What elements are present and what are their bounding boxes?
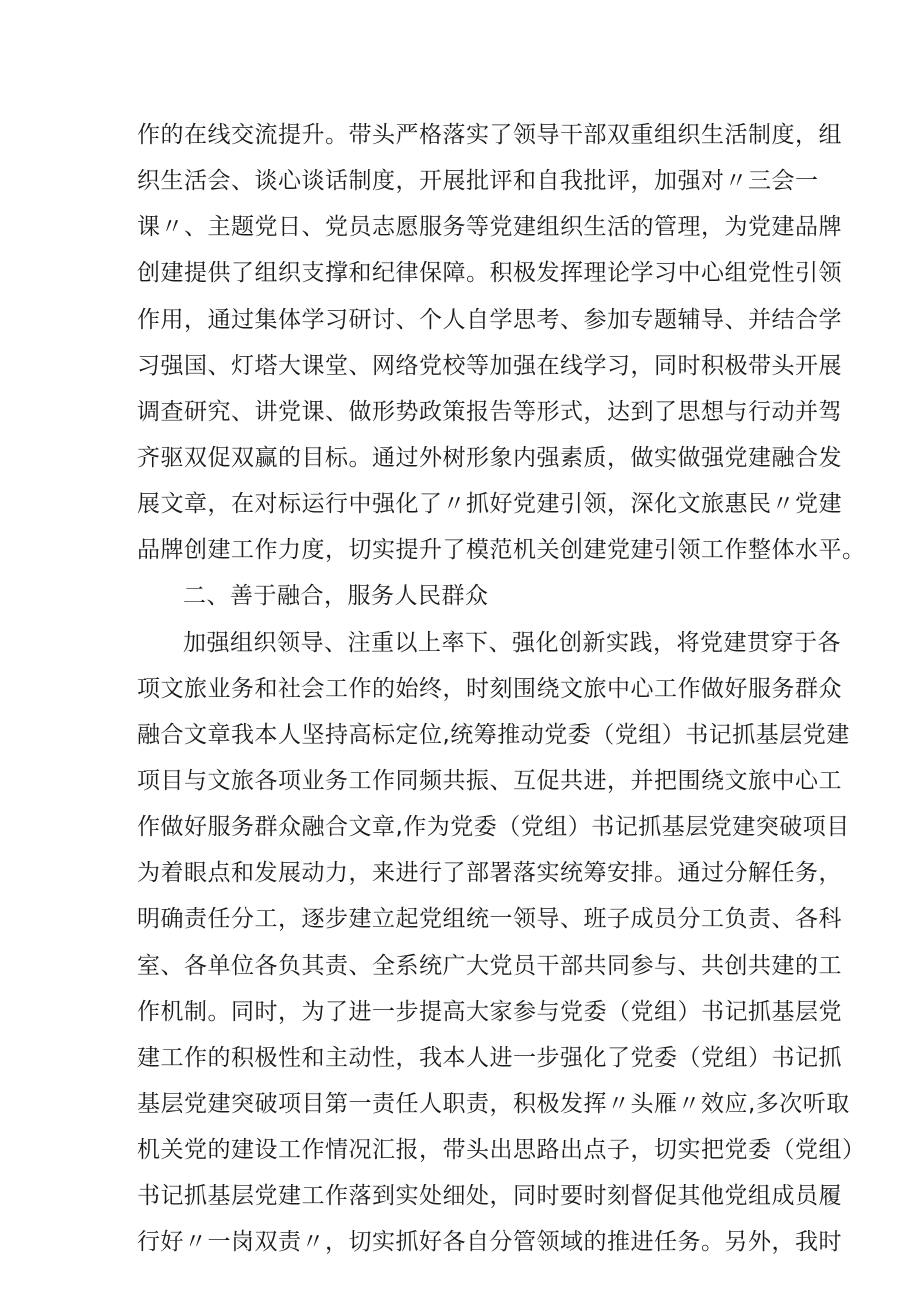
paragraph-line: 作做好服务群众融合文章,作为党委（党组）书记抓基层党建突破项目 — [137, 814, 850, 841]
paragraph-line: 作用，通过集体学习研讨、个人自学思考、参加专题辅导、并结合学 — [137, 306, 842, 333]
paragraph-line: 建工作的积极性和主动性，我本人进一步强化了党委（党组）书记抓 — [137, 1044, 842, 1071]
paragraph-line: 书记抓基层党建工作落到实处细处，同时要时刻督促其他党组成员履 — [137, 1183, 842, 1210]
paragraph-line: 织生活会、谈心谈话制度，开展批评和自我批评，加强对〃三会一 — [137, 168, 819, 195]
document-body — [137, 112, 866, 1266]
paragraph-line: 课〃、主题党日、党员志愿服务等党建组织生活的管理，为党建品牌 — [137, 214, 842, 241]
paragraph-line: 基层党建突破项目第一责任人职责，积极发挥〃头雁〃效应,多次听取 — [137, 1090, 850, 1117]
paragraph-line: 室、各单位各负其责、全系统广大党员干部共同参与、共创共建的工 — [137, 952, 842, 979]
paragraph-line: 调查研究、讲党课、做形势政策报告等形式，达到了思想与行动并驾 — [137, 398, 842, 425]
section-heading: 二、善于融合，服务人民群众 — [183, 583, 489, 610]
paragraph-line: 明确责任分工，逐步建立起党组统一领导、班子成员分工负责、各科 — [137, 906, 842, 933]
paragraph-line: 项目与文旅各项业务工作同频共振、互促共进，并把围绕文旅中心工 — [137, 767, 842, 794]
paragraph-line: 齐驱双促双赢的目标。通过外树形象内强素质，做实做强党建融合发 — [137, 444, 842, 471]
paragraph-line: 为着眼点和发展动力，来进行了部署落实统筹安排。通过分解任务， — [137, 860, 842, 887]
paragraph-line: 机关党的建设工作情况汇报，带头出思路出点子，切实把党委（党组） — [137, 1137, 866, 1164]
paragraph-line: 作机制。同时，为了进一步提高大家参与党委（党组）书记抓基层党 — [137, 998, 842, 1025]
paragraph-line: 项文旅业务和社会工作的始终，时刻围绕文旅中心工作做好服务群众 — [137, 675, 842, 702]
paragraph-line: 融合文章我本人坚持高标定位,统筹推动党委（党组）书记抓基层党建 — [137, 721, 850, 748]
paragraph-line: 创建提供了组织支撑和纪律保障。积极发挥理论学习中心组党性引领 — [137, 260, 842, 287]
paragraph-line: 展文章，在对标运行中强化了〃抓好党建引领，深化文旅惠民〃党建 — [137, 491, 842, 518]
paragraph-line: 加强组织领导、注重以上率下、强化创新实践，将党建贯穿于各 — [183, 629, 841, 656]
paragraph-line: 行好〃一岗双责〃，切实抓好各自分管领域的推进任务。另外，我时 — [137, 1229, 842, 1256]
paragraph-line: 作的在线交流提升。带头严格落实了领导干部双重组织生活制度，组 — [137, 122, 842, 148]
paragraph-line: 习强国、灯塔大课堂、网络党校等加强在线学习，同时积极带头开展 — [137, 352, 842, 379]
paragraph-line: 品牌创建工作力度，切实提升了模范机关创建党建引领工作整体水平。 — [137, 537, 866, 564]
